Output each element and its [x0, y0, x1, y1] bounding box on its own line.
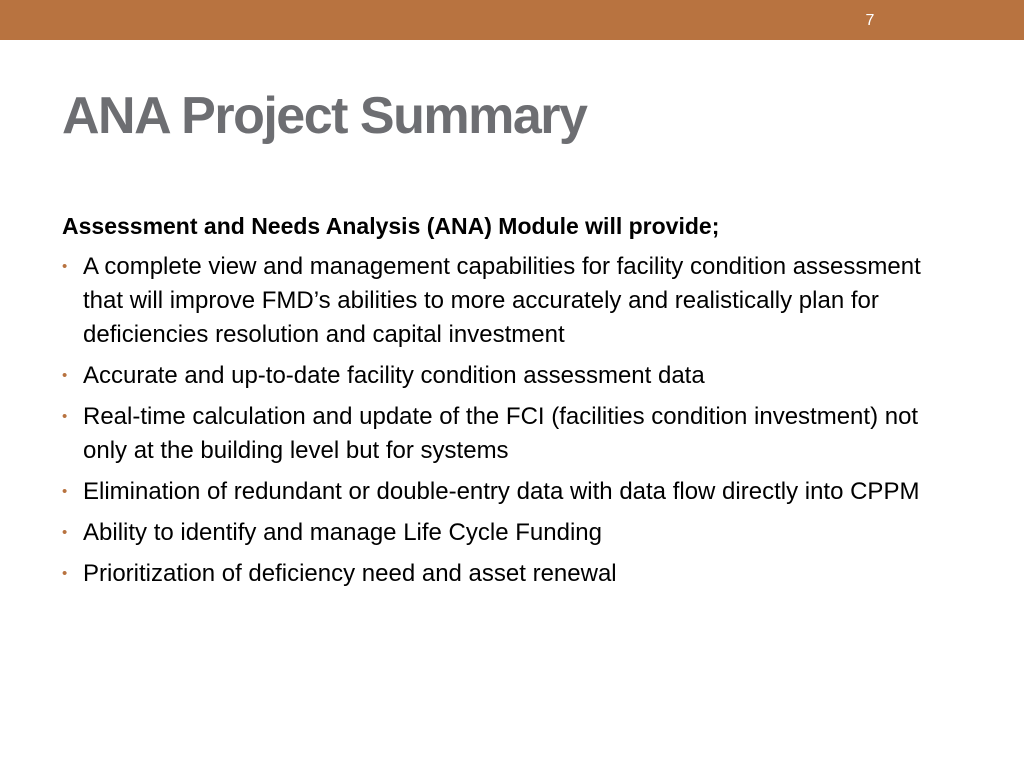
bullet-icon: • [62, 524, 68, 541]
bullet-item [62, 400, 962, 468]
bullet-icon: • [62, 565, 68, 582]
header-bar [0, 0, 1024, 40]
bullet-list [62, 250, 962, 591]
bullet-text: Elimination of redundant or double-entry data with data flow directly into CPPM [83, 478, 920, 505]
slide-body [62, 210, 962, 598]
bullet-item [62, 557, 962, 591]
bullet-icon: • [62, 258, 68, 275]
bullet-text: Real-time calculation and update of the FCI (facilities condition investment) not only at the building level but for systems [83, 403, 919, 464]
bullet-text: A complete view and management capabilities for facility condition assessment that will improve FMD’s abilities to more accurately and realistically plan for deficiencies resolution and capital investment [83, 253, 921, 348]
slide-number: 7 [865, 12, 875, 29]
bullet-text: Accurate and up-to-date facility condition assessment data [83, 362, 705, 389]
bullet-icon: • [62, 483, 68, 500]
bullet-item [62, 359, 962, 393]
bullet-icon: • [62, 367, 68, 384]
lead-text: Assessment and Needs Analysis (ANA) Module will provide; [62, 213, 720, 239]
bullet-item [62, 475, 962, 509]
bullet-text: Prioritization of deficiency need and asset renewal [83, 560, 617, 587]
bullet-text: Ability to identify and manage Life Cycle Funding [83, 519, 602, 546]
bullet-item [62, 516, 962, 550]
bullet-icon: • [62, 408, 68, 425]
bullet-item [62, 250, 962, 352]
slide-title: ANA Project Summary [62, 87, 587, 145]
